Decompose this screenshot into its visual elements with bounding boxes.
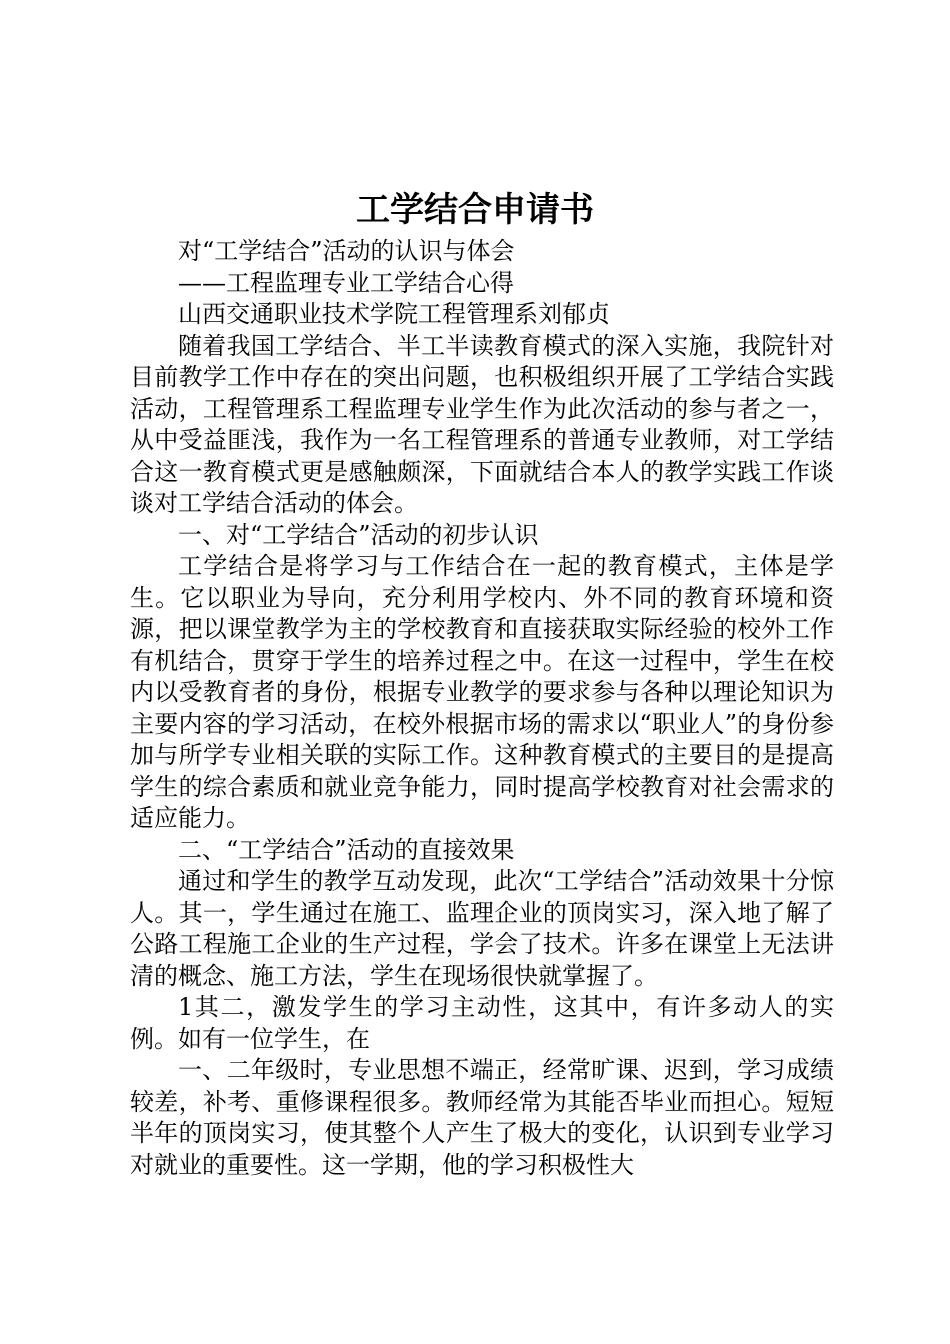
paragraph-second-point: 1其二，激发学生的学习主动性，这其中，有许多动人的实例。如有一位学生，在 bbox=[130, 993, 834, 1053]
document-body bbox=[130, 236, 834, 1181]
section-heading-2: 二、“工学结合”活动的直接效果 bbox=[178, 835, 515, 864]
paragraph-subheading: ——工程监理专业工学结合心得 bbox=[178, 268, 514, 297]
paragraph-subtitle: 对“工学结合”活动的认识与体会 bbox=[178, 237, 515, 265]
paragraph-intro: 随着我国工学结合、半工半读教育模式的深入实施，我院针对目前教学工作中存在的突出问题，也积极组织开展了工学结合实践活动，工程管理系工程监理专业学生作为此次活动的参与者之一，从中受益匪浅，我作为一名工程管理系的普通专业教师，对工学结合这一教育模式更是感触颇深，下面就结合本人的教学实践工作谈谈对工学结合活动的体会。 bbox=[130, 331, 834, 517]
paragraph-effects: 通过和学生的教学互动发现，此次“工学结合”活动效果十分惊人。其一，学生通过在施工、监理企业的顶岗实习，深入地了解了公路工程施工企业的生产过程，学会了技术。许多在课堂上无法讲清的概念、施工方法，学生在现场很快就掌握了。 bbox=[130, 867, 834, 990]
document-title: 工学结合申请书 bbox=[356, 190, 594, 230]
paragraph-definition: 工学结合是将学习与工作结合在一起的教育模式，主体是学生。它以职业为导向，充分利用学校内、外不同的教育环境和资源，把以课堂教学为主的学校教育和直接获取实际经验的校外工作有机结合，贯穿于学生的培养过程之中。在这一过程中，学生在校内以受教育者的身份，根据专业教学的要求参与各种以理论知识为主要内容的学习活动，在校外根据市场的需求以“职业人”的身份参加与所学专业相关联的实际工作。这种教育模式的主要目的是提高学生的综合素质和就业竞争能力，同时提高学校教育对社会需求的适应能力。 bbox=[130, 552, 834, 832]
section-heading-1: 一、对“工学结合”活动的初步认识 bbox=[178, 520, 539, 549]
paragraph-author: 山西交通职业技术学院工程管理系刘郁贞 bbox=[178, 300, 610, 328]
paragraph-example: 一、二年级时，专业思想不端正，经常旷课、迟到，学习成绩较差，补考、重修课程很多。教师经常为其能否毕业而担心。短短半年的顶岗实习，使其整个人产生了极大的变化，认识到专业学习对就业的重要性。这一学期，他的学习积极性大 bbox=[130, 1056, 834, 1179]
